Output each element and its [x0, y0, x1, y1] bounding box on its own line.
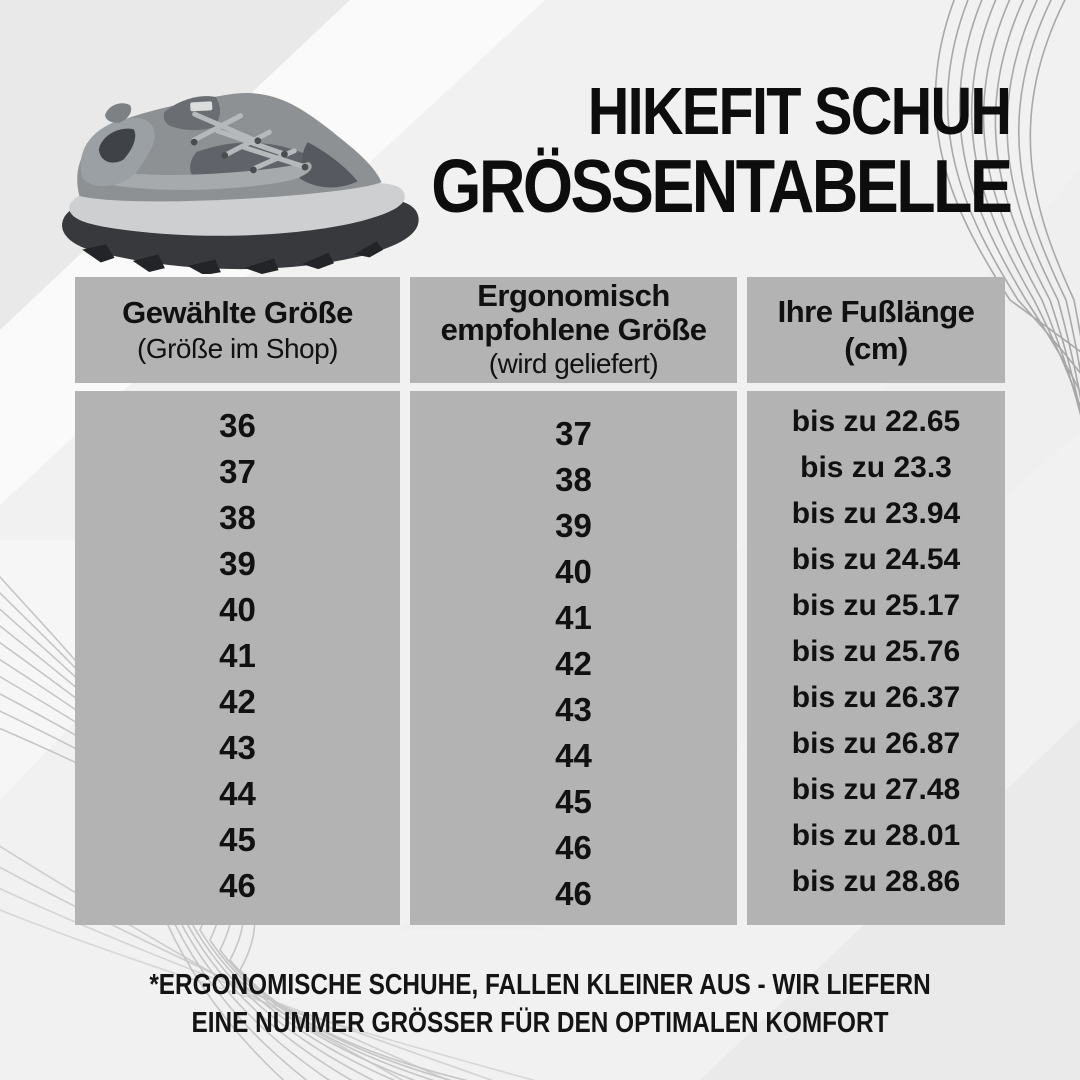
table-cell-shop_size: 36: [219, 407, 256, 444]
size-table: [75, 277, 1005, 925]
table-cell-recommended_size: 46: [555, 875, 592, 912]
shoe-tongue: [163, 95, 221, 131]
table-cell-foot_length_cm: bis zu 23.94: [791, 497, 961, 530]
header-title: Gewählte Größe: [122, 294, 353, 330]
table-header-recommended-size: [410, 277, 737, 383]
shop-size-value-list: [75, 391, 400, 909]
table-header-shop-size: [75, 277, 400, 383]
column-foot-length-values: [747, 391, 1005, 925]
table-cell-foot_length_cm: bis zu 26.87: [791, 727, 961, 760]
table-cell-recommended_size: 45: [555, 783, 592, 820]
table-cell-shop_size: 43: [219, 729, 256, 766]
table-cell-foot_length_cm: bis zu 24.54: [791, 543, 961, 576]
table-cell-shop_size: 42: [219, 683, 256, 720]
header-title-line2: empfohlene Größe: [440, 312, 707, 347]
hiking-shoe-photo: [48, 50, 436, 274]
table-cell-recommended_size: 43: [555, 691, 592, 728]
table-cell-foot_length_cm: bis zu 28.86: [791, 865, 961, 898]
page-title-line1: HIKEFIT SCHUH: [587, 74, 1010, 149]
column-recommended-size-values: [410, 391, 737, 925]
footnote: [86, 966, 993, 1042]
table-cell-foot_length_cm: bis zu 23.3: [800, 451, 952, 484]
header-title-line1: Ergonomisch: [477, 278, 670, 313]
table-cell-foot_length_cm: bis zu 25.17: [791, 589, 961, 622]
table-cell-recommended_size: 46: [555, 829, 592, 866]
shoe-logo-patch: [190, 101, 212, 111]
table-cell-recommended_size: 37: [555, 415, 592, 452]
table-cell-shop_size: 41: [219, 637, 256, 674]
table-cell-foot_length_cm: bis zu 22.65: [791, 405, 961, 438]
recommended-size-value-list: [410, 391, 737, 917]
footnote-line1: *ERGONOMISCHE SCHUHE, FALLEN KLEINER AUS - WIR LIEFERN: [149, 969, 931, 1001]
table-cell-shop_size: 39: [219, 545, 256, 582]
table-cell-recommended_size: 38: [555, 461, 592, 498]
column-shop-size-values: [75, 391, 400, 925]
table-cell-foot_length_cm: bis zu 28.01: [791, 819, 961, 852]
header-subtitle: (Größe im Shop): [137, 332, 338, 364]
table-cell-shop_size: 38: [219, 499, 256, 536]
table-cell-shop_size: 37: [219, 453, 256, 490]
header-subtitle: (wird geliefert): [488, 348, 659, 379]
table-cell-shop_size: 44: [219, 775, 256, 812]
table-cell-foot_length_cm: bis zu 25.76: [791, 635, 961, 668]
header-title-line1: Ihre Fußlänge: [777, 294, 975, 329]
table-cell-foot_length_cm: bis zu 26.37: [791, 681, 961, 714]
table-header-foot-length: [747, 277, 1005, 383]
page-title: [430, 74, 1010, 228]
table-cell-foot_length_cm: bis zu 27.48: [791, 773, 961, 806]
table-cell-shop_size: 45: [219, 821, 256, 858]
footnote-line2: EINE NUMMER GRÖSSER FÜR DEN OPTIMALEN KOMFORT: [191, 1007, 889, 1039]
table-cell-shop_size: 46: [219, 867, 256, 904]
foot-length-value-list: [747, 391, 1005, 905]
table-cell-recommended_size: 41: [555, 599, 592, 636]
table-cell-shop_size: 40: [219, 591, 256, 628]
page-title-line2: GRÖSSENTABELLE: [430, 144, 1010, 228]
table-cell-recommended_size: 44: [555, 737, 592, 774]
table-cell-recommended_size: 40: [555, 553, 592, 590]
table-cell-recommended_size: 39: [555, 507, 592, 544]
table-cell-recommended_size: 42: [555, 645, 592, 682]
header-title-line2: (cm): [844, 331, 908, 366]
